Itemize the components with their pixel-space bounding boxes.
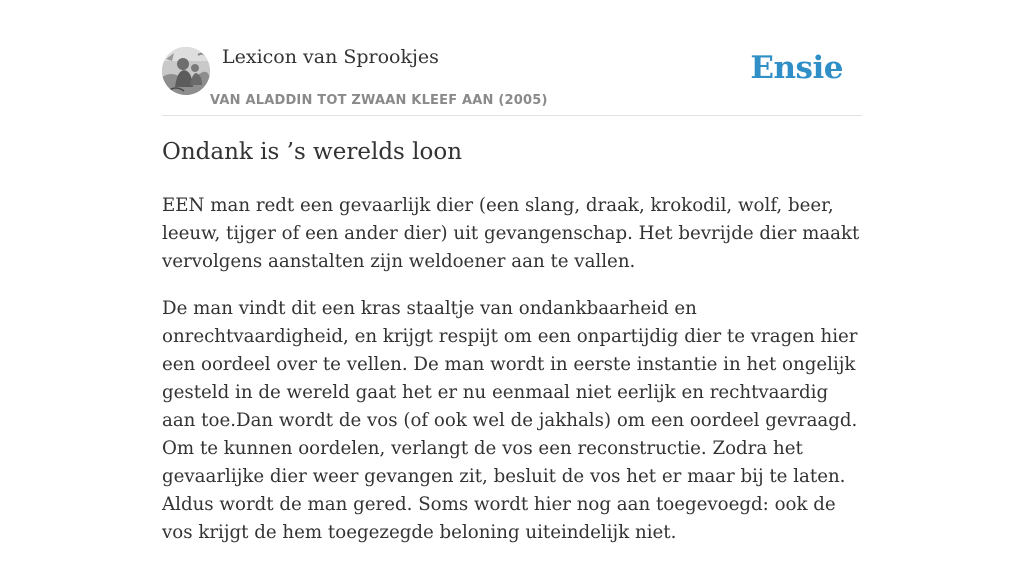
paragraph: De man vindt dit een kras staaltje van ondankbaarheid en onrechtvaardigheid, en krijgt respijt om een onpartijdig dier te vragen hier een oordeel over te vellen. De man wordt in eerste instantie in het ongelijk gesteld in de wereld gaat het er nu eenmaal niet eerlijk en rechtvaardig aan toe.Dan wordt de vos (of ook wel de jakhals) om een oordeel gevraagd. Om te kunnen oordelen, verlangt de vos een reconstructie. Zodra het gevaarlijke dier weer gevangen zit, besluit de vos het er maar bij te laten. Aldus wordt de man gered. Soms wordt hier nog aan toegevoegd: ook de vos krijgt de hem toegezegde beloning uiteindelijk niet. xyxy=(162,298,858,543)
entry-body xyxy=(162,192,864,566)
brand-logo[interactable]: Ensie xyxy=(750,50,843,86)
paragraph: EEN man redt een gevaarlijk dier (een slang, draak, krokodil, wolf, beer, leeuw, tijger of een ander dier) uit gevangenschap. Het bevrijde dier maakt vervolgens aanstalten zijn weldoener aan te vallen. xyxy=(162,195,860,272)
book-subtitle: VAN ALADDIN TOT ZWAAN KLEEF AAN (2005) xyxy=(210,93,548,108)
book-title[interactable]: Lexicon van Sprookjes xyxy=(222,46,439,68)
engraving-illustration-icon xyxy=(162,47,210,95)
entry-title: Ondank is ’s werelds loon xyxy=(162,139,463,165)
book-cover-avatar[interactable] xyxy=(162,47,210,95)
header xyxy=(162,46,862,116)
